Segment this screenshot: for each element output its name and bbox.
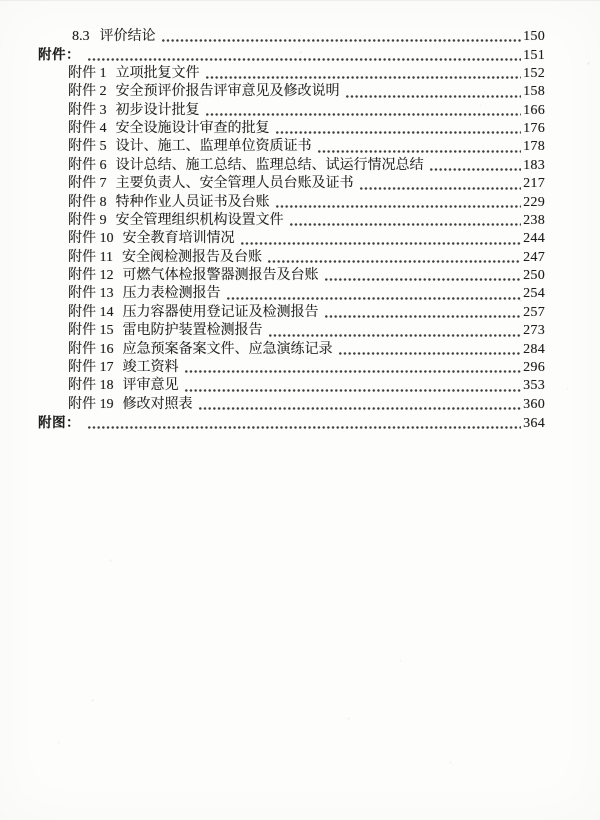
dot-leader <box>339 351 522 356</box>
toc-entry-title: 压力表检测报告 <box>122 286 221 302</box>
toc-entry-title: 竣工资料 <box>122 360 179 376</box>
dot-leader <box>276 204 522 209</box>
dot-leader <box>206 75 522 80</box>
toc-entry-title: 压力容器使用登记证及检测报告 <box>122 304 319 320</box>
scan-noise <box>0 0 1 1</box>
toc-entry-label: 附件 12 <box>68 268 114 284</box>
toc-entry-label: 附件 13 <box>68 286 114 302</box>
toc-entry-page: 183 <box>523 157 545 173</box>
toc-entry-label: 附件 19 <box>68 396 114 412</box>
toc-entry-label: 附件 7 <box>68 176 107 192</box>
toc-entry-label: 附件 14 <box>68 304 114 320</box>
toc-row <box>68 341 545 359</box>
dot-leader <box>318 149 522 154</box>
toc-entry-page: 284 <box>523 341 545 357</box>
toc-entry-page: 151 <box>523 48 545 64</box>
dot-leader <box>199 406 522 411</box>
toc-entry-label: 附件 8 <box>68 194 107 210</box>
dot-leader <box>346 94 522 99</box>
toc-row <box>68 230 545 248</box>
toc-entry-page: 238 <box>523 212 545 228</box>
dot-leader <box>88 425 521 430</box>
dot-leader <box>325 314 522 319</box>
toc-row <box>68 396 545 414</box>
dot-leader <box>227 296 522 301</box>
toc-row <box>68 65 545 83</box>
toc-entry-title: 评审意见 <box>122 378 179 394</box>
toc-entry-label: 附件 5 <box>68 139 107 155</box>
toc-entry-page: 176 <box>523 120 545 136</box>
toc-entry-page: 150 <box>523 29 545 44</box>
toc-entry-page: 250 <box>523 268 545 284</box>
toc-row <box>38 46 545 64</box>
dot-leader <box>206 112 522 117</box>
toc-entry-title: 可燃气体检报警器测报告及台账 <box>122 268 319 284</box>
toc-entry-title: 立项批复文件 <box>115 65 200 81</box>
toc-row <box>68 285 545 303</box>
toc-entry-label: 附件 17 <box>68 360 114 376</box>
toc-entry-page: 247 <box>523 249 545 265</box>
toc <box>0 28 600 433</box>
toc-entry-page: 364 <box>523 416 545 432</box>
toc-entry-page: 166 <box>523 102 545 118</box>
toc-entry-label: 附件 9 <box>68 212 107 228</box>
dot-leader <box>162 38 522 43</box>
toc-entry-title: 安全教育培训情况 <box>122 231 235 247</box>
toc-row <box>68 249 545 267</box>
dot-leader <box>276 130 522 135</box>
toc-entry-page: 178 <box>523 139 545 155</box>
toc-entry-page: 158 <box>523 84 545 100</box>
toc-entry-label: 8.3 <box>72 29 90 44</box>
toc-entry-label: 附件： <box>38 47 80 63</box>
toc-entry-title: 安全设施设计审查的批复 <box>115 120 270 136</box>
dot-leader <box>269 333 522 338</box>
dot-leader <box>325 277 522 282</box>
toc-row <box>68 322 545 340</box>
toc-entry-label: 附件 3 <box>68 102 107 118</box>
toc-row <box>68 377 545 395</box>
toc-entry-label: 附件 11 <box>68 249 113 265</box>
toc-entry-label: 附件 18 <box>68 378 114 394</box>
toc-entry-title: 主要负责人、安全管理人员台账及证书 <box>115 176 354 192</box>
toc-entry-page: 273 <box>523 323 545 339</box>
toc-row <box>38 414 545 432</box>
toc-row <box>68 212 545 230</box>
toc-entry-label: 附件 1 <box>68 65 107 81</box>
toc-row <box>68 157 545 175</box>
dot-leader <box>268 259 521 264</box>
toc-entry-title: 修改对照表 <box>122 396 193 412</box>
toc-entry-label: 附件 10 <box>68 231 114 247</box>
toc-entry-page: 257 <box>523 304 545 320</box>
toc-entry-page: 353 <box>523 378 545 394</box>
toc-entry-page: 360 <box>523 396 545 412</box>
toc-entry-title: 特种作业人员证书及台账 <box>115 194 270 210</box>
toc-entry-page: 244 <box>523 231 545 247</box>
toc-entry-label: 附件 4 <box>68 120 107 136</box>
toc-entry-page: 152 <box>523 65 545 81</box>
toc-entry-label: 附件 2 <box>68 84 107 100</box>
toc-row <box>68 304 545 322</box>
toc-entry-title: 安全管理组织机构设置文件 <box>115 212 284 228</box>
toc-entry-title: 设计总结、施工总结、监理总结、试运行情况总结 <box>115 157 424 173</box>
toc-row <box>68 359 545 377</box>
toc-entry-label: 附图： <box>38 415 80 431</box>
dot-leader <box>88 57 521 62</box>
toc-entry-title: 安全预评价报告评审意见及修改说明 <box>115 84 340 100</box>
toc-entry-title: 安全阀检测报告及台账 <box>121 249 262 265</box>
dot-leader <box>430 167 522 172</box>
toc-entry-title: 初步设计批复 <box>115 102 200 118</box>
toc-entry-page: 229 <box>523 194 545 210</box>
toc-entry-title: 雷电防护装置检测报告 <box>122 323 263 339</box>
toc-entry-title: 设计、施工、监理单位资质证书 <box>115 139 312 155</box>
toc-entry-page: 296 <box>523 360 545 376</box>
toc-row <box>68 138 545 156</box>
toc-row <box>68 102 545 120</box>
dot-leader <box>360 186 522 191</box>
toc-entry-label: 附件 16 <box>68 341 114 357</box>
dot-leader <box>185 388 522 393</box>
toc-row <box>72 28 545 46</box>
toc-entry-page: 254 <box>523 286 545 302</box>
dot-leader <box>241 241 522 246</box>
toc-row <box>68 175 545 193</box>
toc-entry-page: 217 <box>523 176 545 192</box>
toc-row <box>68 267 545 285</box>
toc-entry-title: 评价结论 <box>99 29 156 44</box>
dot-leader <box>290 222 522 227</box>
dot-leader <box>185 369 522 374</box>
toc-entry-title: 应急预案备案文件、应急演练记录 <box>122 341 333 357</box>
toc-row <box>68 194 545 212</box>
toc-row <box>68 120 545 138</box>
toc-row <box>68 83 545 101</box>
toc-entry-label: 附件 15 <box>68 323 114 339</box>
toc-entry-label: 附件 6 <box>68 157 107 173</box>
